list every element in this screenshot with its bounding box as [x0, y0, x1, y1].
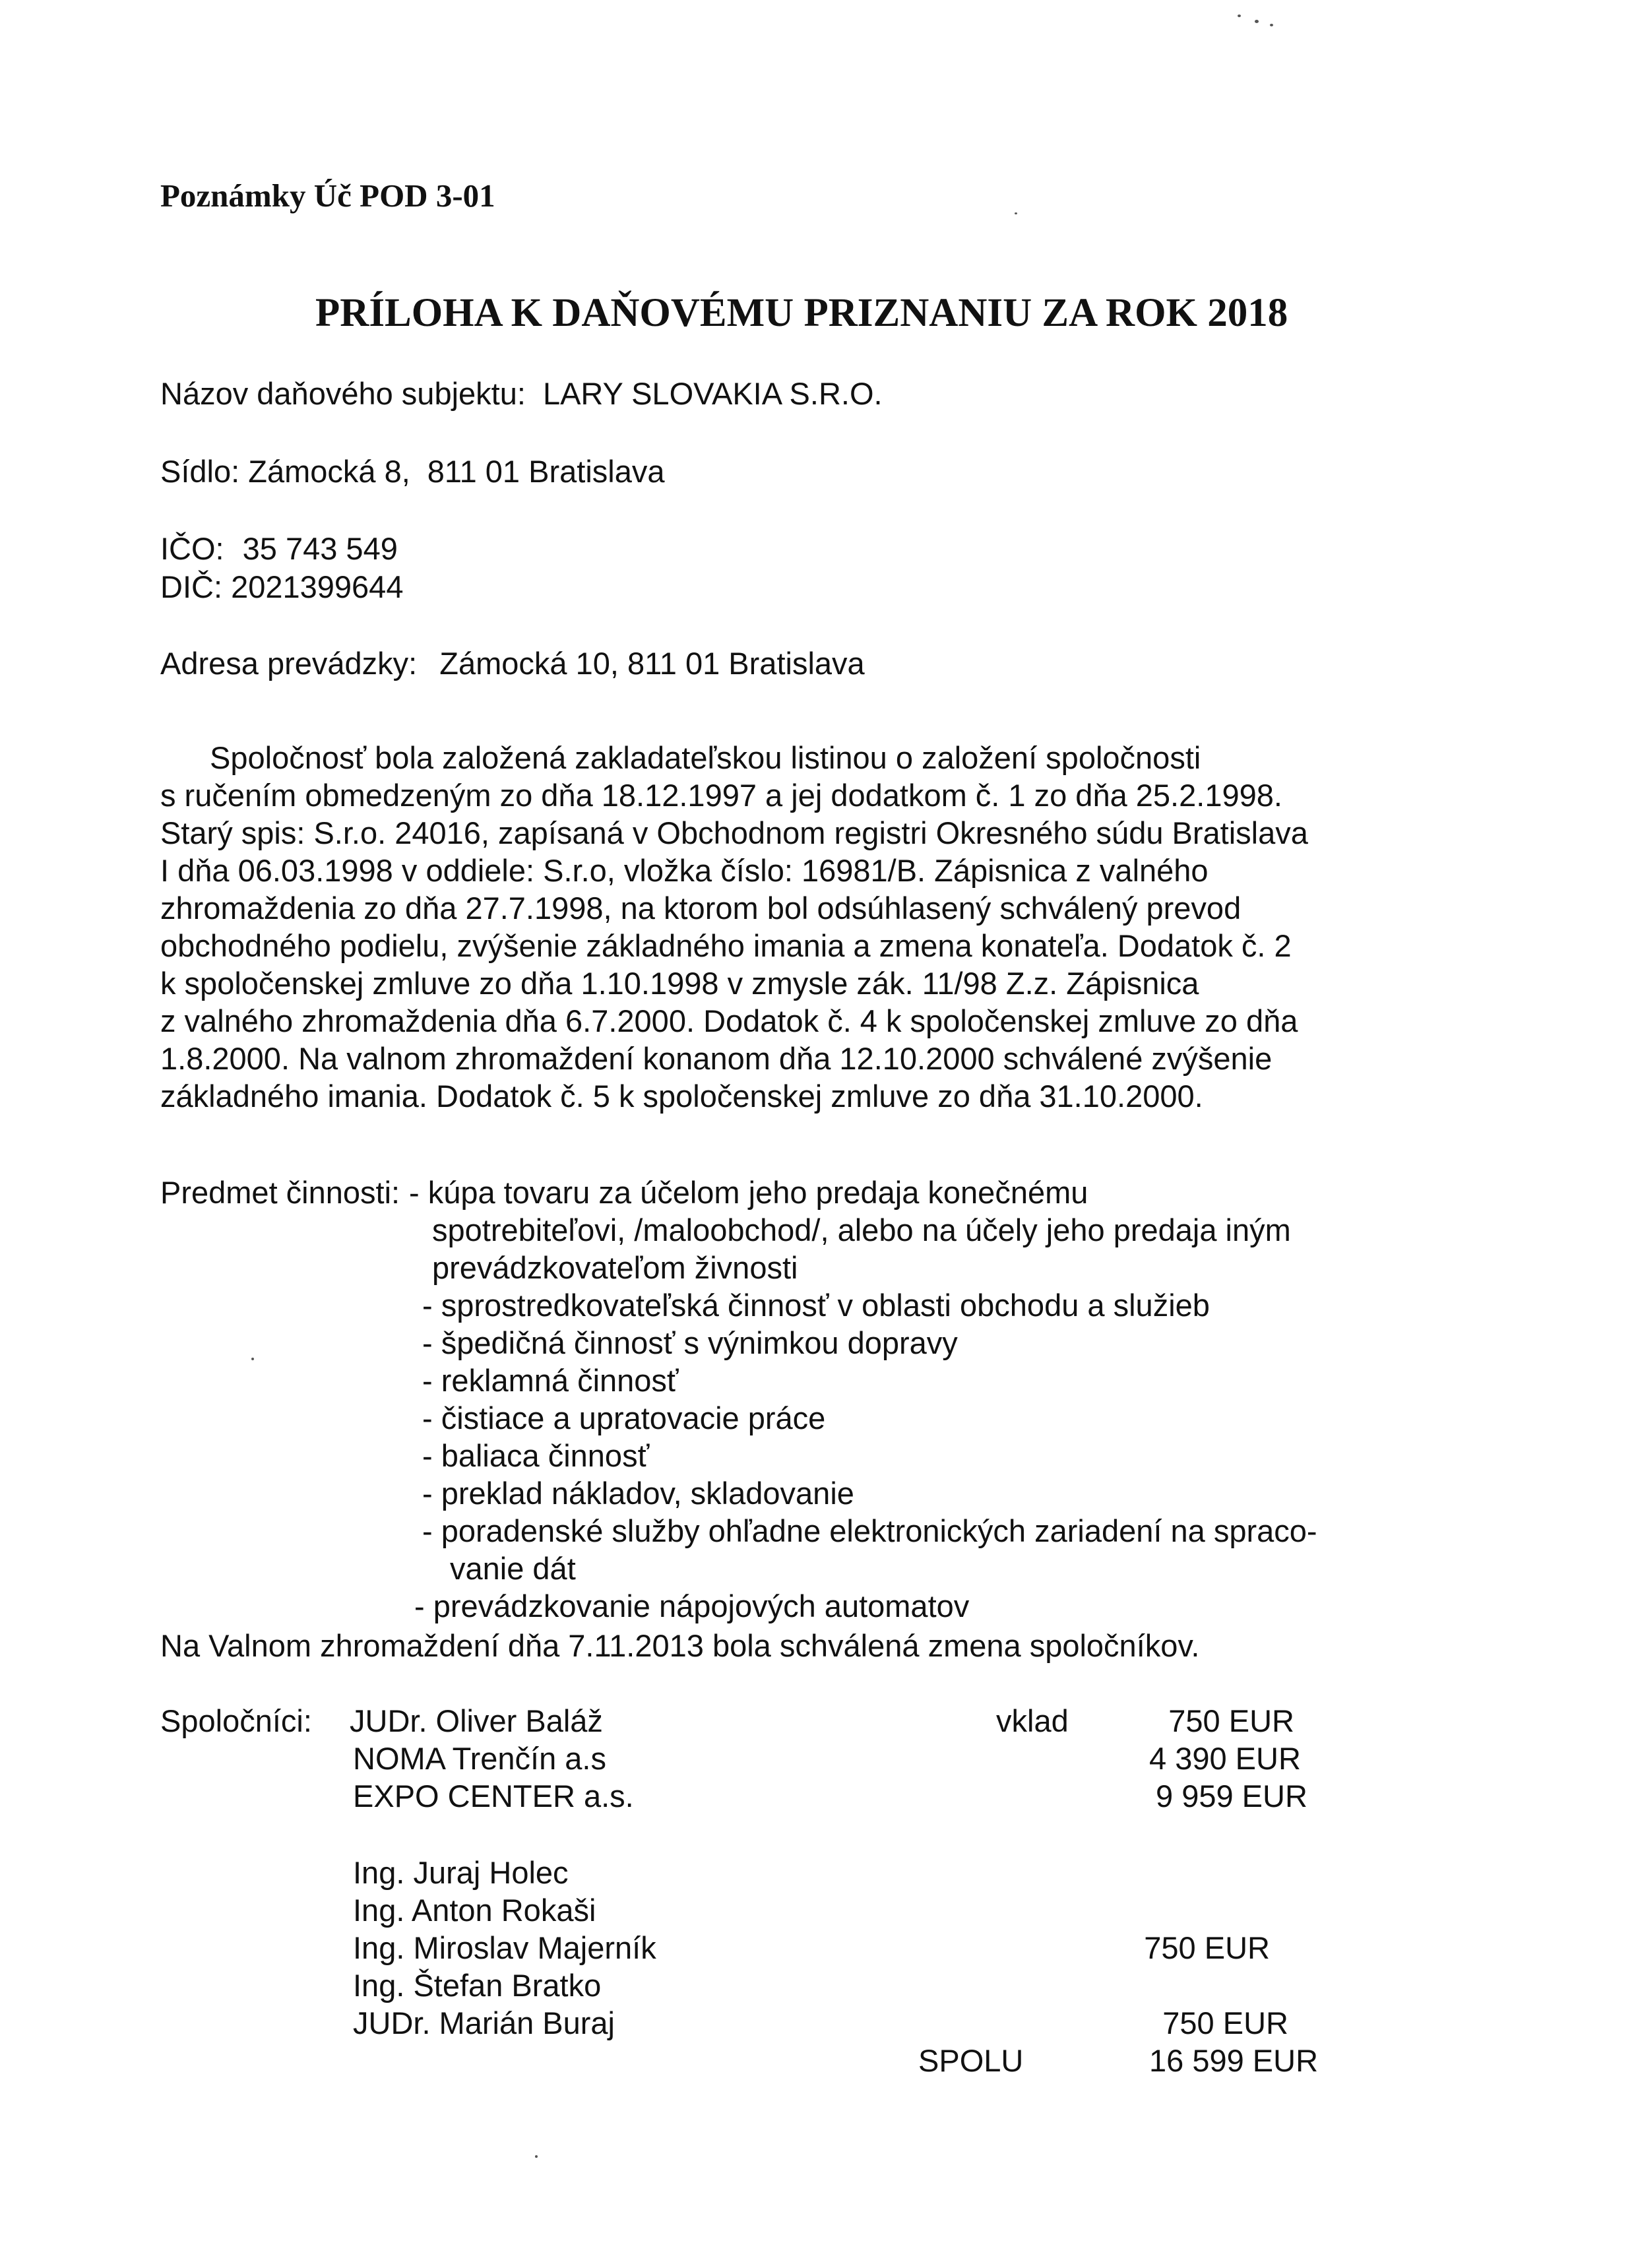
scan-speck — [1015, 212, 1017, 214]
seat-street: Zámocká 8, — [248, 454, 410, 489]
activity-item: - baliaca činnosť — [422, 1438, 650, 1473]
history-line: obchodného podielu, zvýšenie základného imania a zmena konateľa. Dodatok č. 2 — [160, 928, 1292, 963]
partner-name: JUDr. Oliver Baláž — [350, 1703, 603, 1738]
partner-amount: 750 EUR — [1144, 1930, 1270, 1965]
activity-item-continuation: vanie dát — [450, 1551, 576, 1586]
history-line: z valného zhromaždenia dňa 6.7.2000. Dodatok č. 4 k spoločenskej zmluve zo dňa — [160, 1003, 1298, 1038]
dic-label: DIČ: — [160, 569, 222, 604]
activity-item: - špedičná činnosť s výnimkou dopravy — [422, 1325, 958, 1360]
history-line: základného imania. Dodatok č. 5 k spoločenskej zmluve zo dňa 31.10.2000. — [160, 1079, 1203, 1114]
activity-item-continuation: prevádzkovateľom živnosti — [432, 1250, 798, 1285]
activity-item: - reklamná činnosť — [422, 1363, 679, 1398]
partner-name: NOMA Trenčín a.s — [353, 1741, 606, 1776]
subject-name-value: LARY SLOVAKIA S.R.O. — [542, 376, 883, 411]
activities-label: Predmet činnosti: — [160, 1175, 400, 1210]
activity-item: - čistiace a upratovacie práce — [422, 1401, 826, 1435]
history-line: 1.8.2000. Na valnom zhromaždení konanom dňa 12.10.2000 schválené zvýšenie — [160, 1041, 1273, 1076]
history-line: I dňa 06.03.1998 v oddiele: S.r.o, vložka číslo: 16981/B. Zápisnica z valného — [160, 853, 1209, 888]
partner-name: JUDr. Marián Buraj — [353, 2005, 615, 2040]
partner-amount: 750 EUR — [1162, 2005, 1288, 2040]
partner-name: Ing. Štefan Bratko — [353, 1968, 602, 2003]
ico-label: IČO: — [160, 531, 224, 566]
business-address-row — [160, 645, 865, 683]
business-address-value: Zámocká 10, 811 01 Bratislava — [439, 646, 865, 681]
activity-item: - preklad nákladov, skladovanie — [422, 1476, 854, 1511]
activity-item: - sprostredkovateľská činnosť v oblasti obchodu a služieb — [422, 1288, 1210, 1323]
partner-name: Ing. Miroslav Majerník — [353, 1930, 656, 1965]
partner-name: Ing. Anton Rokaši — [353, 1893, 596, 1928]
dic-value: 2021399644 — [231, 569, 404, 604]
partner-amount: 9 959 EUR — [1156, 1779, 1307, 1813]
document-reference: Poznámky Úč POD 3-01 — [160, 177, 495, 214]
general-meeting-note: Na Valnom zhromaždení dňa 7.11.2013 bola schválená zmena spoločníkov. — [160, 1628, 1200, 1663]
history-line: Starý spis: S.r.o. 24016, zapísaná v Obchodnom registri Okresného súdu Bratislava — [160, 815, 1308, 850]
seat-city: 811 01 Bratislava — [427, 454, 665, 489]
subject-name-label: Názov daňového subjektu: — [160, 376, 526, 411]
partner-name: EXPO CENTER a.s. — [353, 1779, 634, 1813]
ico-value: 35 743 549 — [242, 531, 398, 566]
deposit-column-label: vklad — [996, 1703, 1069, 1738]
scan-speck — [1255, 20, 1259, 23]
scan-speck — [1238, 15, 1241, 17]
partners-label: Spoločníci: — [160, 1703, 312, 1738]
seat-label: Sídlo: — [160, 454, 240, 489]
partner-amount: 4 390 EUR — [1149, 1741, 1301, 1776]
activity-item-continuation: spotrebiteľovi, /maloobchod/, alebo na účely jeho predaja iným — [432, 1213, 1291, 1247]
history-line: zhromaždenia zo dňa 27.7.1998, na ktorom bol odsúhlasený schválený prevod — [160, 891, 1242, 926]
history-line: s ručením obmedzeným zo dňa 18.12.1997 a jej dodatkom č. 1 zo dňa 25.2.1998. — [160, 778, 1282, 813]
document-title: PRÍLOHA K DAŇOVÉMU PRIZNANIU ZA ROK 2018 — [315, 291, 1288, 335]
history-line: k spoločenskej zmluve zo dňa 1.10.1998 v zmysle zák. 11/98 Z.z. Zápisnica — [160, 966, 1199, 1001]
ico-row — [160, 530, 398, 568]
business-address-label: Adresa prevádzky: — [160, 646, 418, 681]
partner-name: Ing. Juraj Holec — [353, 1855, 569, 1890]
scan-speck — [251, 1358, 254, 1360]
scan-speck — [535, 2155, 538, 2158]
scan-speck — [1270, 24, 1273, 26]
activity-item: - poradenské služby ohľadne elektronických zariadení na spraco- — [422, 1513, 1317, 1548]
activity-item: - kúpa tovaru za účelom jeho predaja konečnému — [409, 1175, 1088, 1210]
history-line: Spoločnosť bola založená zakladateľskou listinou o založení spoločnosti — [210, 740, 1201, 775]
company-history-paragraph — [160, 739, 1308, 1115]
dic-row — [160, 568, 403, 606]
total-label: SPOLU — [918, 2043, 1024, 2078]
total-amount: 16 599 EUR — [1149, 2043, 1319, 2078]
partner-amount: 750 EUR — [1168, 1703, 1294, 1738]
seat-row — [160, 453, 664, 491]
activity-item: - prevádzkovanie nápojových automatov — [414, 1589, 970, 1623]
subject-name-row — [160, 375, 883, 413]
